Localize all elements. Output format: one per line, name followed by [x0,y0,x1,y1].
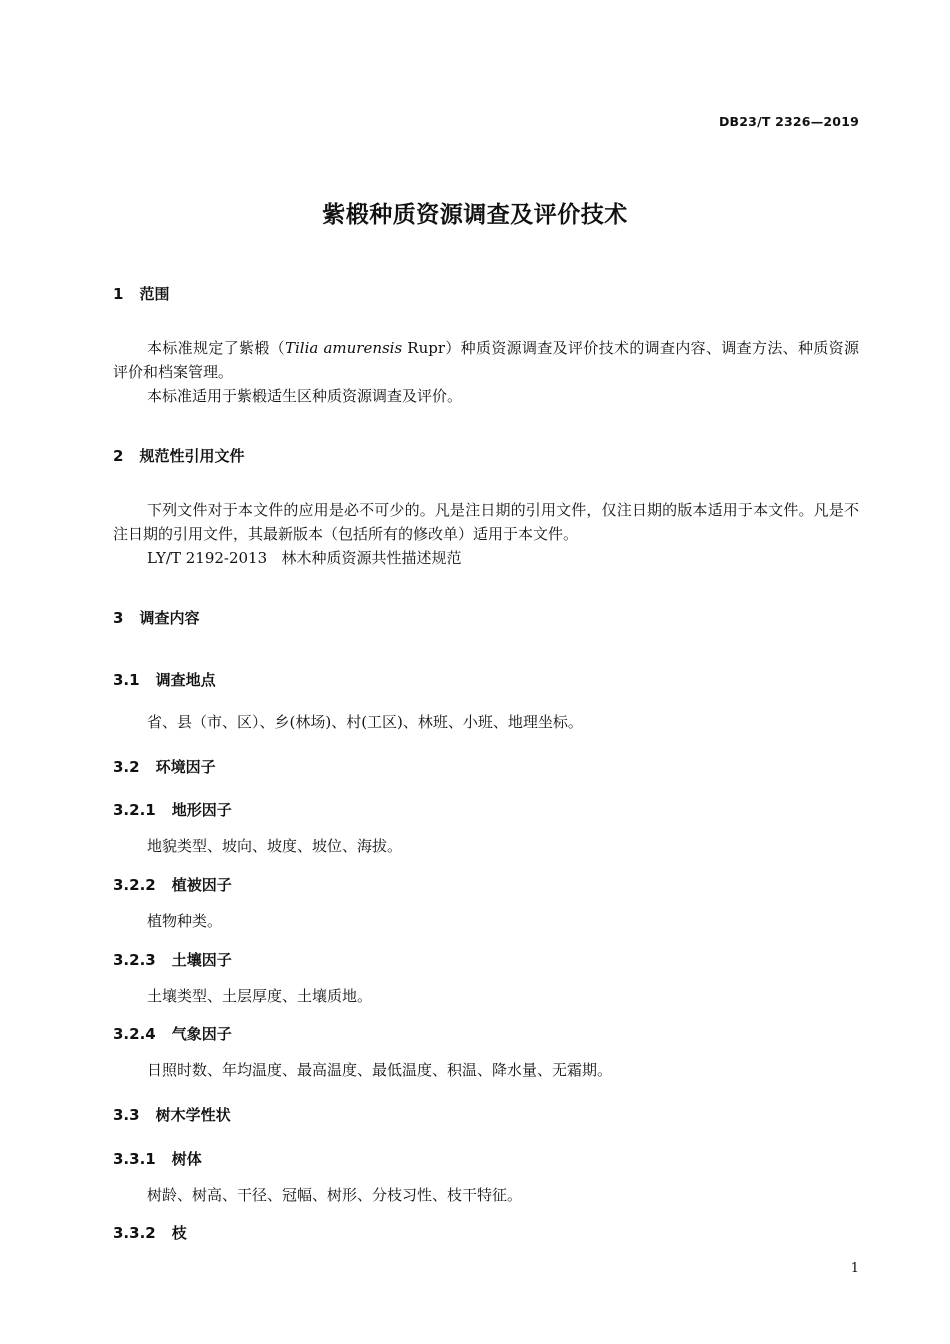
section-3-2-1-body [113,834,859,858]
heading-3-1 [113,669,216,690]
heading-3-3-1 [113,1148,202,1169]
reference-code: LY/T 2192-2013 [147,549,268,567]
heading-number: 1 [113,285,124,303]
section-3-2-3-body [113,984,859,1008]
heading-number: 3.1 [113,671,140,689]
reference-title: 林木种质资源共性描述规范 [281,549,462,567]
heading-3-2 [113,756,216,777]
heading-title: 树体 [171,1150,202,1168]
heading-title: 植被因子 [171,876,232,894]
heading-1 [113,283,169,304]
section-3-2-2-body [113,909,859,933]
heading-3 [113,607,199,628]
standard-code: DB23/T 2326—2019 [718,114,859,129]
heading-title: 规范性引用文件 [139,447,245,465]
section-3-1-body [113,710,859,734]
heading-number: 3.2.1 [113,801,156,819]
heading-title: 调查内容 [139,609,200,627]
survey-location-text: 省、县（市、区）、乡(林场)、村(工区)、林班、小班、地理坐标。 [147,713,583,731]
section-3-2-4-body [113,1058,859,1082]
section-2-body [113,498,859,570]
document-title: 紫椴种质资源调查及评价技术 [322,202,628,228]
heading-number: 3.3.2 [113,1224,156,1242]
heading-number: 3.2.2 [113,876,156,894]
section-1-body [113,336,859,408]
heading-2 [113,445,244,466]
section-3-3-1-body [113,1183,859,1207]
tree-body-text: 树龄、树高、干径、冠幅、树形、分枝习性、枝干特征。 [147,1186,523,1204]
heading-3-2-2 [113,874,232,895]
heading-title: 树木学性状 [155,1106,231,1124]
heading-number: 2 [113,447,124,465]
heading-number: 3.2 [113,758,140,776]
normative-references-paragraph: 下列文件对于本文件的应用是必不可少的。凡是注日期的引用文件，仅注日期的版本适用于本文件。凡是不注日期的引用文件，其最新版本（包括所有的修改单）适用于本文件。 [113,501,859,543]
heading-title: 环境因子 [155,758,216,776]
page-number: 1 [850,1261,859,1276]
heading-number: 3.2.4 [113,1025,156,1043]
heading-3-3-2 [113,1222,187,1243]
heading-number: 3.2.3 [113,951,156,969]
terrain-factors-text: 地貌类型、坡向、坡度、坡位、海拔。 [147,837,403,855]
applicability-paragraph: 本标准适用于紫椴适生区种质资源调查及评价。 [147,387,463,405]
vegetation-factors-text: 植物种类。 [147,912,223,930]
heading-number: 3 [113,609,124,627]
climate-factors-text: 日照时数、年均温度、最高温度、最低温度、积温、降水量、无霜期。 [147,1061,613,1079]
heading-title: 地形因子 [171,801,232,819]
heading-title: 调查地点 [155,671,216,689]
latin-name: Tilia amurensis [285,339,403,357]
heading-title: 范围 [139,285,170,303]
soil-factors-text: 土壤类型、土层厚度、土壤质地。 [147,987,373,1005]
heading-3-2-4 [113,1023,232,1044]
heading-3-3 [113,1104,231,1125]
heading-3-2-1 [113,799,232,820]
heading-number: 3.3.1 [113,1150,156,1168]
reference-entry [113,546,859,570]
heading-title: 枝 [171,1224,187,1242]
scope-paragraph: 本标准规定了紫椴（Tilia amurensis Rupr）种质资源调查及评价技术的调查内容、调查方法、种质资源评价和档案管理。 [113,339,859,381]
heading-3-2-3 [113,949,232,970]
heading-title: 土壤因子 [171,951,232,969]
heading-title: 气象因子 [171,1025,232,1043]
heading-number: 3.3 [113,1106,140,1124]
